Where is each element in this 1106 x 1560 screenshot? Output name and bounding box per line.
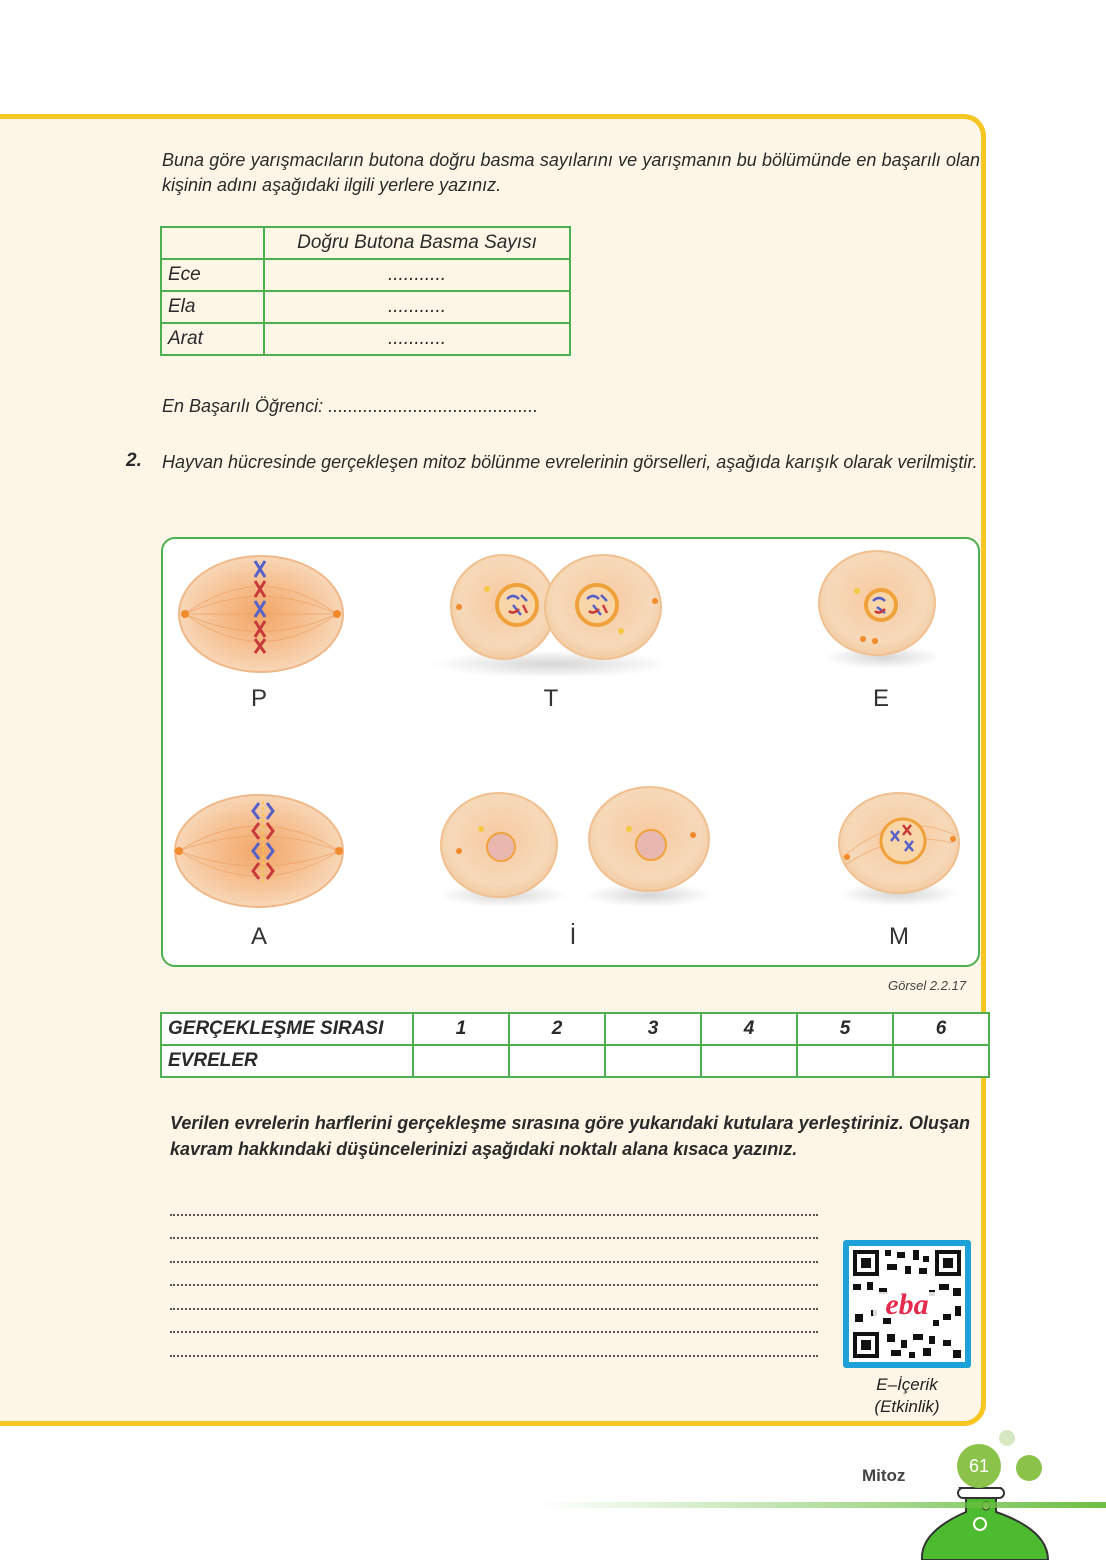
table-row [161,291,570,323]
label-t: T [543,685,559,712]
order-header: GERÇEKLEŞME SIRASI [161,1013,413,1045]
order-number: 5 [797,1013,893,1045]
page-number: 61 [957,1444,1001,1488]
label-e: E [872,685,890,712]
order-number: 3 [605,1013,701,1045]
qr-label-line: (Etkinlik) [874,1397,940,1416]
intro-text: Buna göre yarışmacıların butona doğru basma sayılarını ve yarışmanın bu bölümünde en başarılı olan kişinin adını aşağıdaki ilgili yerlere yazınız. [162,150,980,195]
cell-m [839,793,959,906]
student-name: Arat [161,323,264,355]
figure-caption: Görsel 2.2.17 [888,978,967,993]
answer-line[interactable] [170,1333,818,1357]
table-header: Doğru Butona Basma Sayısı [264,227,570,259]
question-text: Hayvan hücresinde gerçekleşen mitoz bölünme evrelerinin görselleri, aşağıda karışık olarak verilmiştir. [162,452,978,472]
label-p: P [250,685,268,712]
answer-blank[interactable]: ........... [264,323,570,355]
cell-i [439,787,713,907]
label-m: M [889,923,909,950]
phase-answer-cell[interactable] [413,1045,509,1077]
eba-logo: eba [885,1288,929,1321]
answer-blank[interactable]: ........... [264,259,570,291]
order-number: 2 [509,1013,605,1045]
score-table [160,226,571,356]
table-row [161,259,570,291]
order-number: 6 [893,1013,989,1045]
question-number: 2. [126,450,142,471]
answer-line[interactable] [170,1192,818,1216]
answer-line[interactable] [170,1263,818,1287]
cell-e [819,551,941,669]
phase-answer-cell[interactable] [893,1045,989,1077]
footer-topic: Mitoz [862,1466,906,1485]
qr-label-line: E–İçerik [876,1375,938,1394]
cell-t [431,555,671,678]
qr-label [848,1374,966,1418]
table-row [161,1013,989,1045]
order-number: 1 [413,1013,509,1045]
footer-line [540,1502,1106,1508]
mitosis-illustration [163,539,978,965]
student-name: Ela [161,291,264,323]
best-student-line[interactable]: En Başarılı Öğrenci: .......................................... [162,396,539,416]
student-name: Ece [161,259,264,291]
cell-p [179,556,343,672]
answer-line[interactable] [170,1286,818,1310]
answer-line[interactable] [170,1310,818,1334]
phase-order-table [160,1012,990,1078]
phase-answer-cell[interactable] [509,1045,605,1077]
label-a: A [250,923,268,950]
phase-answer-cell[interactable] [701,1045,797,1077]
answer-blank[interactable]: ........... [264,291,570,323]
table-row [161,227,570,259]
phase-answer-cell[interactable] [605,1045,701,1077]
instruction-text: Verilen evrelerin harflerini gerçekleşme sırasına göre yukarıdaki kutulara yerleştiriniz. Oluşan kavram hakkındaki düşüncelerinizi aşağıdaki noktalı alana kısaca yazınız. [170,1113,970,1159]
cell-a [175,795,343,907]
phase-answer-cell[interactable] [797,1045,893,1077]
qr-code[interactable] [843,1240,971,1368]
answer-lines[interactable] [170,1192,818,1357]
table-cell [161,227,264,259]
mitosis-figure [161,537,980,967]
table-row [161,323,570,355]
answer-line[interactable] [170,1216,818,1240]
label-i: İ [569,923,577,950]
order-number: 4 [701,1013,797,1045]
table-row [161,1045,989,1077]
phases-header: EVRELER [161,1045,413,1077]
answer-line[interactable] [170,1239,818,1263]
